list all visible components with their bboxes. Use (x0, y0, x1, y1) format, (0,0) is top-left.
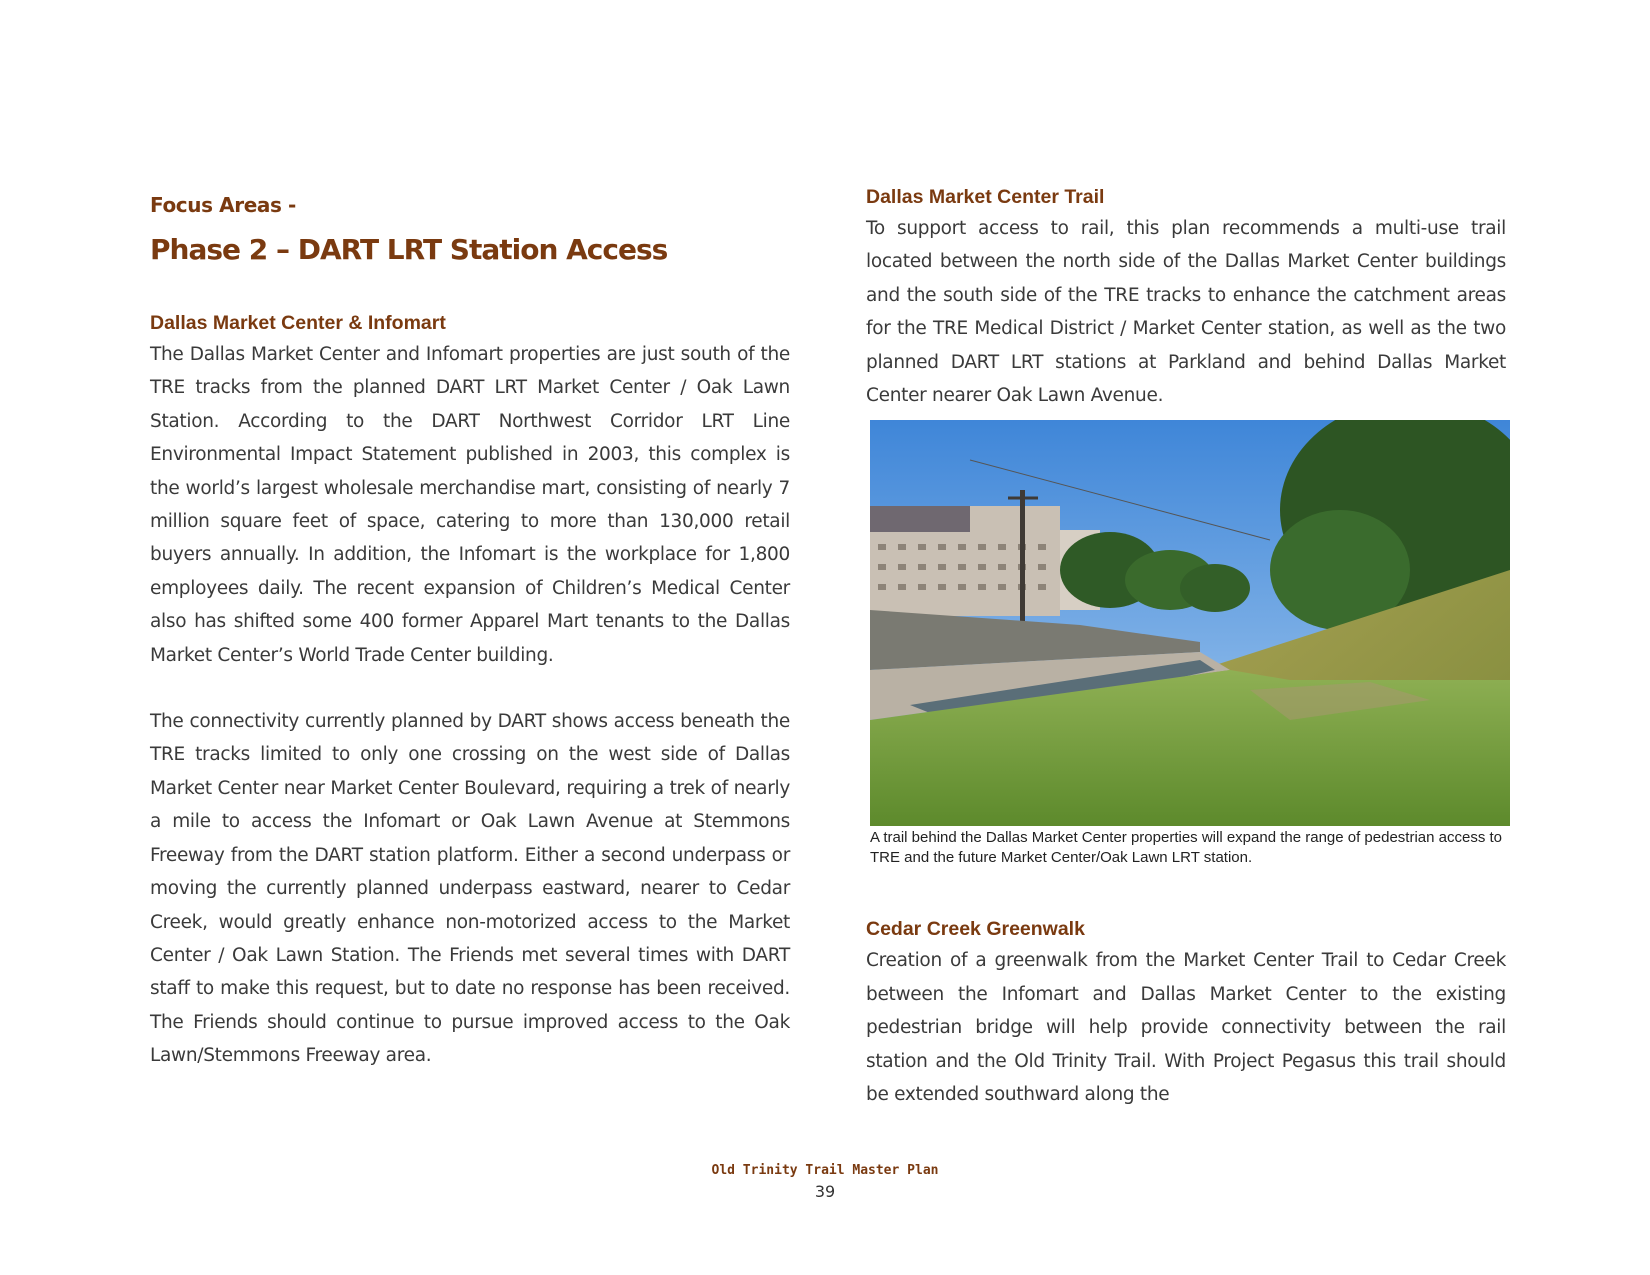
footer-page-number: 39 (814, 1182, 836, 1201)
right-column (866, 182, 1506, 1111)
paragraph-cedar-creek-greenwalk: Creation of a greenwalk from the Market Center Trail to Cedar Creek between the Infomart and Dallas Market Center to the existing pedestrian bridge will help provide connectivity between the rail station and the Old Trinity Trail. With Project Pegasus this trail should be extended southward along the (866, 950, 1506, 1106)
paragraph-market-center-trail: To support access to rail, this plan recommends a multi-use trail located between the north side of the Dallas Market Center buildings and the south side of the TRE tracks to enhance the catchment areas for the TRE Medical District / Market Center station, as well as the two planned DART LRT stations at Parkland and behind Dallas Market Center nearer Oak Lawn Avenue. (866, 218, 1506, 407)
photo-caption: A trail behind the Dallas Market Center properties will expand the range of pedestrian access to TRE and the future Market Center/Oak Lawn LRT station. (870, 829, 1503, 867)
utility-pole (1020, 490, 1025, 630)
focus-areas-kicker: Focus Areas - (150, 193, 296, 217)
paragraph-connectivity: The connectivity currently planned by DART shows access beneath the TRE tracks limited to only one crossing on the west side of Dallas Market Center near Market Center Boulevard, requiring a trek of nearly a mile to access the Infomart or Oak Lawn Avenue at Stemmons Freeway from the DART station platform. Either a second underpass or moving the currently planned underpass eastward, nearer to Cedar Creek, would greatly enhance non-motorized access to the Market Center / Oak Lawn Station. The Friends met several times with DART staff to make this request, but to date no response has been received. The Friends should continue to pursue improved access to the Oak Lawn/Stemmons Freeway area. (150, 711, 790, 1067)
paragraph-spacer (150, 672, 790, 705)
section-heading-market-center-trail: Dallas Market Center Trail (866, 186, 1105, 208)
footer-document-title: Old Trinity Trail Master Plan (711, 1163, 939, 1178)
section-heading-cedar-creek-greenwalk: Cedar Creek Greenwalk (866, 918, 1085, 941)
left-column (150, 190, 790, 1073)
building-dark-top (870, 506, 970, 532)
tree-cluster-3 (1180, 564, 1250, 612)
paragraph-market-center-intro: The Dallas Market Center and Infomart properties are just south of the TRE tracks from the planned DART LRT Market Center / Oak Lawn Station. According to the DART Northwest Corridor LRT Line Environmental Impact Statement published in 2003, this complex is the world’s largest wholesale merchandise mart, consisting of nearly 7 million square feet of space, catering to more than 130,000 retail buyers annually. In addition, the Infomart is the workplace for 1,800 employees daily. The recent expansion of Children’s Medical Center also has shifted some 400 former Apparel Mart tenants to the Dallas Market Center’s World Trade Center building. (150, 344, 790, 666)
section-heading-market-center-infomart: Dallas Market Center & Infomart (150, 312, 446, 334)
trail-photo (870, 420, 1510, 826)
page-title: Phase 2 – DART LRT Station Access (150, 233, 668, 266)
